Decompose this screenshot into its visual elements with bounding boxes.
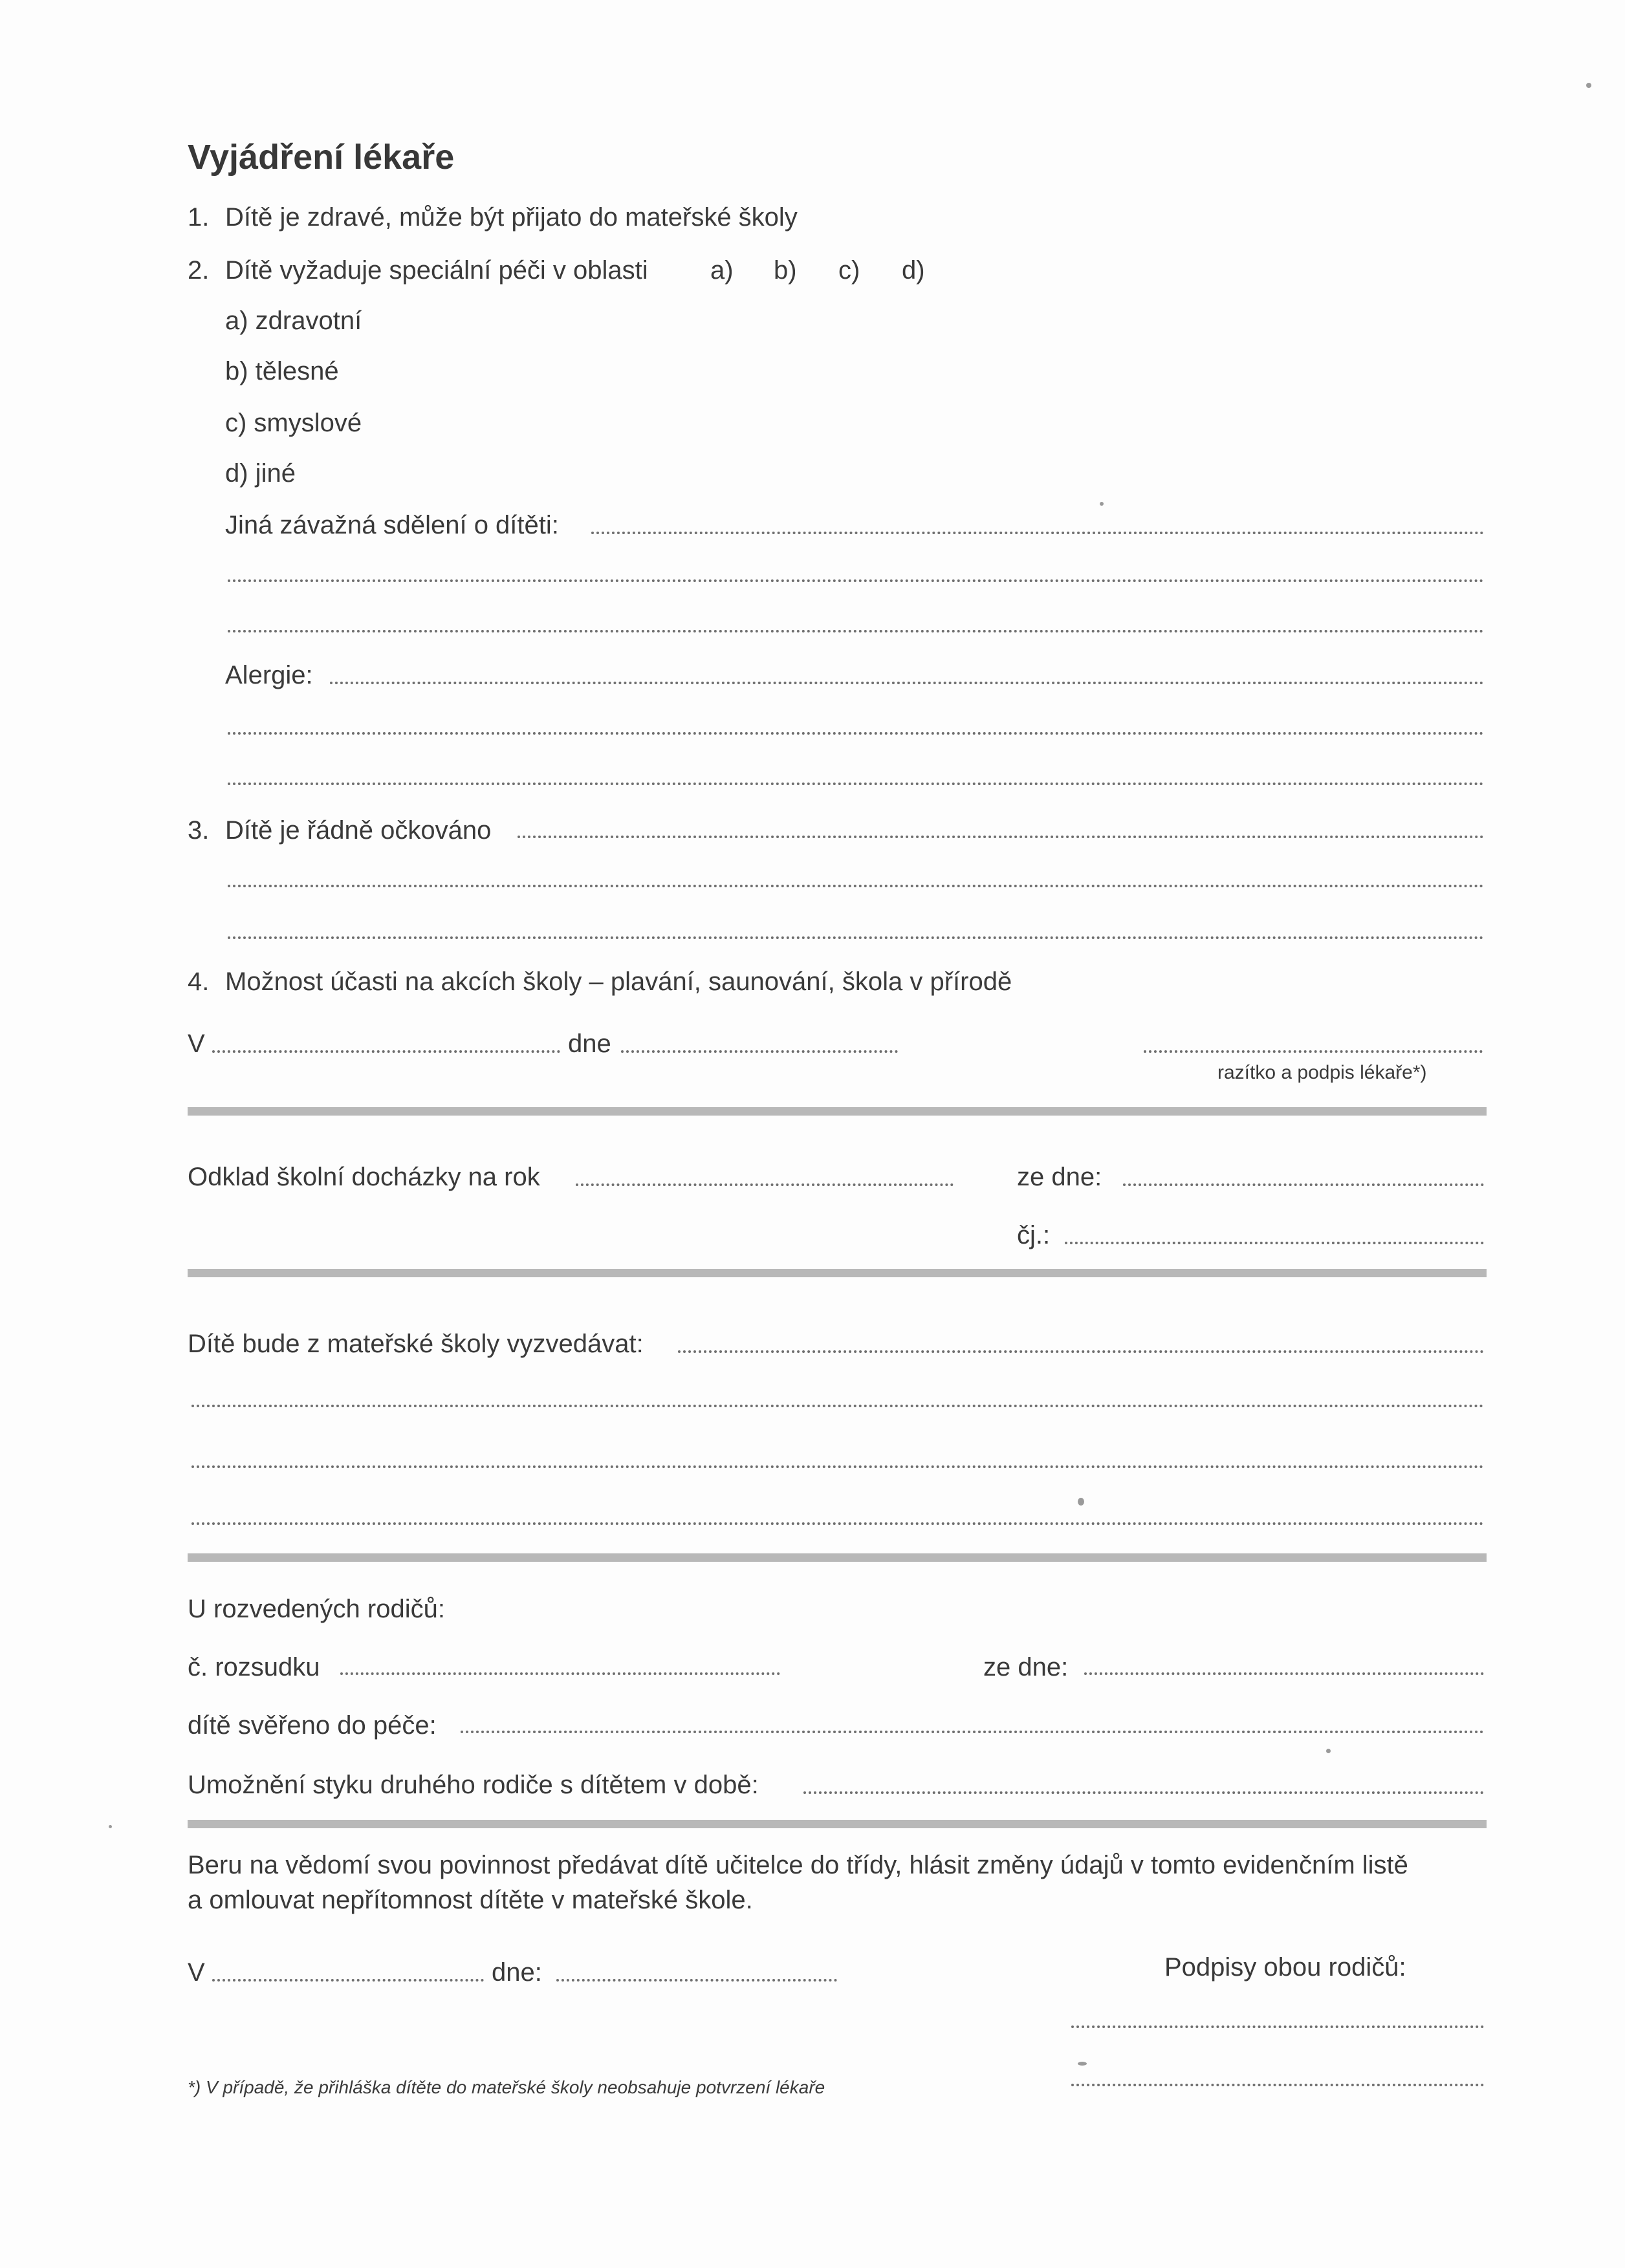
pickup-line-2[interactable] bbox=[191, 1405, 1484, 1407]
allergy-line-3[interactable] bbox=[228, 783, 1484, 785]
reference-line[interactable] bbox=[1065, 1242, 1484, 1244]
acknowledgement-line-2: a omlouvat nepřítomnost dítěte v mateřské škole. bbox=[188, 1886, 753, 1914]
section-divider-2 bbox=[188, 1269, 1487, 1277]
option-health: a) zdravotní bbox=[225, 307, 362, 335]
item2-text: Dítě vyžaduje speciální péči v oblasti bbox=[225, 256, 648, 285]
doctor-signature-line[interactable] bbox=[1144, 1050, 1483, 1053]
section-divider-3 bbox=[188, 1553, 1487, 1562]
other-info-line-1[interactable] bbox=[591, 532, 1484, 534]
scan-speck bbox=[109, 1825, 112, 1828]
acknowledgement-line-1: Beru na vědomí svou povinnost předávat dítě učitelce do třídy, hlásit změny údajů v tomto evidenčním listě bbox=[188, 1851, 1408, 1879]
other-info-label: Jiná závažná sdělení o dítěti: bbox=[225, 511, 559, 539]
judgement-label: č. rozsudku bbox=[188, 1653, 320, 1681]
doctor-date-line[interactable] bbox=[621, 1050, 898, 1053]
page-title: Vyjádření lékaře bbox=[188, 138, 455, 177]
other-info-line-2[interactable] bbox=[228, 579, 1484, 582]
scan-speck bbox=[1100, 502, 1104, 506]
other-info-line-3[interactable] bbox=[228, 630, 1484, 632]
item1-text: Dítě je zdravé, může být přijato do mateřské školy bbox=[225, 203, 798, 232]
item1-number: 1. bbox=[188, 203, 210, 232]
vaccination-line-2[interactable] bbox=[228, 885, 1484, 887]
section-divider-4 bbox=[188, 1820, 1487, 1828]
item2-number: 2. bbox=[188, 256, 210, 285]
parent-signature-line-1[interactable] bbox=[1071, 2025, 1484, 2028]
option-physical: b) tělesné bbox=[225, 357, 339, 385]
option-sensory: c) smyslové bbox=[225, 409, 362, 437]
doctor-date-label: dne bbox=[568, 1030, 611, 1058]
postponement-label: Odklad školní docházky na rok bbox=[188, 1163, 540, 1191]
postponement-line[interactable] bbox=[576, 1183, 954, 1186]
custody-label: dítě svěřeno do péče: bbox=[188, 1711, 437, 1740]
pickup-line-1[interactable] bbox=[678, 1350, 1484, 1353]
allergy-label: Alergie: bbox=[225, 661, 313, 689]
allergy-line-2[interactable] bbox=[228, 732, 1484, 735]
doctor-signature-label: razítko a podpis lékaře*) bbox=[1217, 1062, 1427, 1083]
parents-date-line[interactable] bbox=[556, 1979, 837, 1982]
judgement-line[interactable] bbox=[340, 1672, 780, 1675]
footnote: *) V případě, že přihláška dítěte do mateřské školy neobsahuje potvrzení lékaře bbox=[188, 2077, 825, 2097]
postponement-date-label: ze dne: bbox=[1017, 1163, 1102, 1191]
contact-label: Umožnění styku druhého rodiče s dítětem v době: bbox=[188, 1771, 759, 1799]
scan-speck bbox=[1078, 2062, 1087, 2066]
parents-date-label: dne: bbox=[492, 1958, 542, 1987]
pickup-line-4[interactable] bbox=[191, 1522, 1484, 1525]
parents-place-label: V bbox=[188, 1958, 205, 1987]
postponement-date-line[interactable] bbox=[1123, 1183, 1484, 1186]
scan-speck bbox=[1078, 1498, 1084, 1506]
doctor-place-line[interactable] bbox=[212, 1050, 560, 1053]
reference-label: čj.: bbox=[1017, 1221, 1051, 1249]
allergy-line-1[interactable] bbox=[330, 682, 1484, 684]
section-divider-1 bbox=[188, 1107, 1487, 1116]
custody-line[interactable] bbox=[461, 1731, 1484, 1733]
choice-b[interactable]: b) bbox=[774, 256, 797, 285]
parent-signature-line-2[interactable] bbox=[1071, 2084, 1484, 2086]
choice-d[interactable]: d) bbox=[902, 256, 925, 285]
judgement-date-line[interactable] bbox=[1084, 1672, 1484, 1675]
item3-number: 3. bbox=[188, 816, 210, 845]
choice-a[interactable]: a) bbox=[710, 256, 734, 285]
divorced-label: U rozvedených rodičů: bbox=[188, 1595, 445, 1623]
item4-number: 4. bbox=[188, 967, 210, 996]
scan-speck bbox=[1326, 1749, 1331, 1753]
parents-signature-label: Podpisy obou rodičů: bbox=[1164, 1953, 1406, 1982]
doctor-place-label: V bbox=[188, 1030, 205, 1058]
pickup-line-3[interactable] bbox=[191, 1465, 1484, 1468]
item4-text: Možnost účasti na akcích školy – plavání, saunování, škola v přírodě bbox=[225, 967, 1012, 996]
judgement-date-label: ze dne: bbox=[983, 1653, 1069, 1681]
parents-place-line[interactable] bbox=[212, 1979, 484, 1982]
pickup-label: Dítě bude z mateřské školy vyzvedávat: bbox=[188, 1330, 644, 1358]
item3-text: Dítě je řádně očkováno bbox=[225, 816, 492, 845]
choice-c[interactable]: c) bbox=[838, 256, 860, 285]
contact-line[interactable] bbox=[803, 1791, 1484, 1794]
vaccination-line-1[interactable] bbox=[518, 836, 1484, 838]
vaccination-line-3[interactable] bbox=[228, 936, 1484, 939]
option-other: d) jiné bbox=[225, 459, 296, 488]
scan-speck bbox=[1586, 83, 1591, 88]
